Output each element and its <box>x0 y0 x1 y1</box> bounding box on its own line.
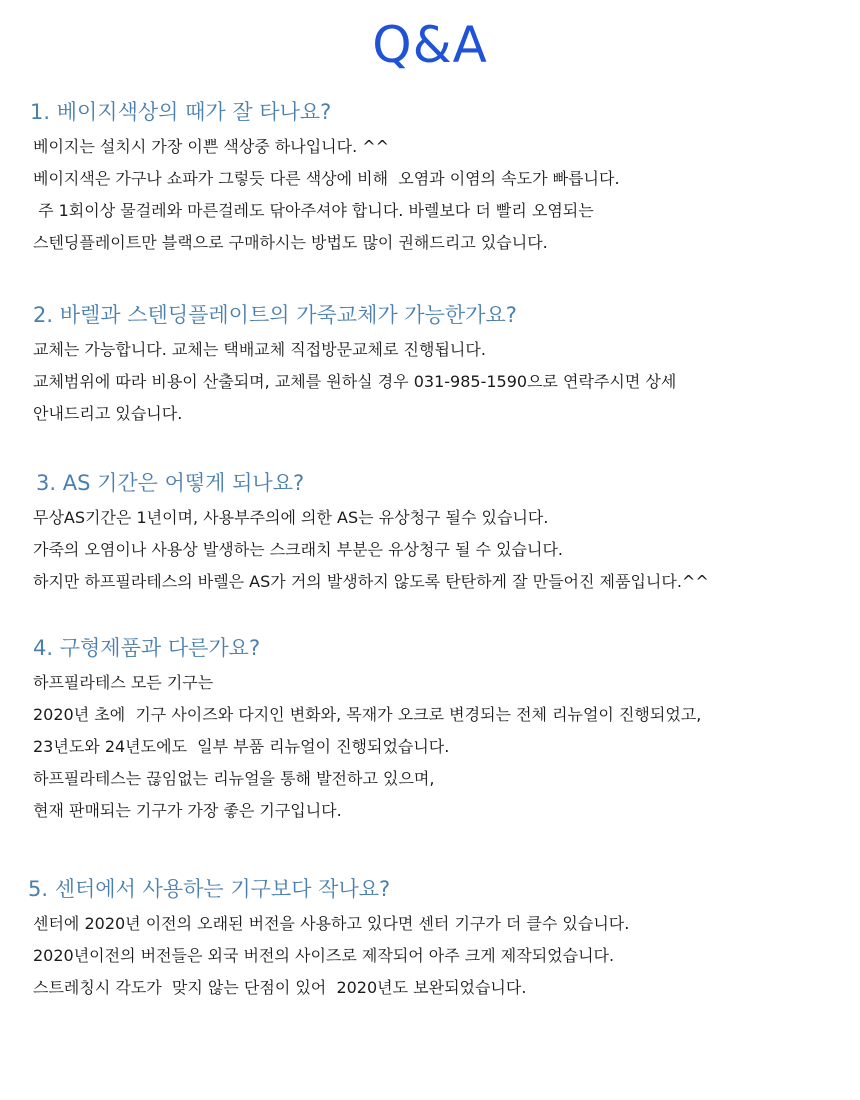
question-1: 1. 베이지색상의 때가 잘 타나요? <box>30 100 332 124</box>
answer-3 <box>0 502 860 598</box>
answer-1 <box>0 131 860 259</box>
answer-line: 센터에 2020년 이전의 오래된 버전을 사용하고 있다면 센터 기구가 더 클수 있습니다. <box>33 914 630 933</box>
answer-line: 현재 판매되는 기구가 가장 좋은 기구입니다. <box>33 801 342 820</box>
question-4: 4. 구형제품과 다른가요? <box>33 636 261 660</box>
answer-line: 교체범위에 따라 비용이 산출되며, 교체를 원하실 경우 031-985-1590으로 연락주시면 상세 <box>33 372 677 391</box>
answer-line: 하프필라테스 모든 기구는 <box>33 673 214 692</box>
answer-line: 무상AS기간은 1년이며, 사용부주의에 의한 AS는 유상청구 될수 있습니다. <box>33 508 549 527</box>
answer-line: 주 1회이상 물걸레와 마른걸레도 닦아주셔야 합니다. 바렐보다 더 빨리 오염되는 <box>33 201 594 220</box>
answer-line: 교체는 가능합니다. 교체는 택배교체 직접방문교체로 진행됩니다. <box>33 340 486 359</box>
qa-item-1 <box>0 97 860 259</box>
question-2: 2. 바렐과 스텐딩플레이트의 가죽교체가 가능한가요? <box>33 303 517 327</box>
answer-2 <box>0 334 860 430</box>
answer-line: 베이지색은 가구나 쇼파가 그렇듯 다른 색상에 비해 오염과 이염의 속도가 빠릅니다. <box>33 169 620 188</box>
answer-line: 하지만 하프필라테스의 바렐은 AS가 거의 발생하지 않도록 탄탄하게 잘 만들어진 제품입니다.^^ <box>33 572 709 591</box>
qa-item-3 <box>0 468 860 598</box>
answer-line: 가죽의 오염이나 사용상 발생하는 스크래치 부분은 유상청구 될 수 있습니다. <box>33 540 563 559</box>
answer-5 <box>0 908 860 1004</box>
answer-line: 2020년 초에 기구 사이즈와 다지인 변화와, 목재가 오크로 변경되는 전체 리뉴얼이 진행되었고, <box>33 705 702 724</box>
answer-line: 스트레칭시 각도가 맞지 않는 단점이 있어 2020년도 보완되었습니다. <box>33 978 527 997</box>
question-5: 5. 센터에서 사용하는 기구보다 작나요? <box>28 877 391 901</box>
answer-line: 하프필라테스는 끊임없는 리뉴얼을 통해 발전하고 있으며, <box>33 769 435 788</box>
answer-line: 23년도와 24년도에도 일부 부품 리뉴얼이 진행되었습니다. <box>33 737 450 756</box>
question-3: 3. AS 기간은 어떻게 되나요? <box>36 471 305 495</box>
qa-item-5 <box>0 874 860 1004</box>
answer-line: 베이지는 설치시 가장 이쁜 색상중 하나입니다. ^^ <box>33 137 390 156</box>
answer-line: 안내드리고 있습니다. <box>33 404 183 423</box>
page-title: Q&A <box>372 16 488 74</box>
qa-item-4 <box>0 633 860 827</box>
answer-line: 2020년이전의 버전들은 외국 버전의 사이즈로 제작되어 아주 크게 제작되었습니다. <box>33 946 615 965</box>
answer-4 <box>0 667 860 827</box>
answer-line: 스텐딩플레이트만 블랙으로 구매하시는 방법도 많이 권해드리고 있습니다. <box>33 233 548 252</box>
qa-item-2 <box>0 300 860 430</box>
